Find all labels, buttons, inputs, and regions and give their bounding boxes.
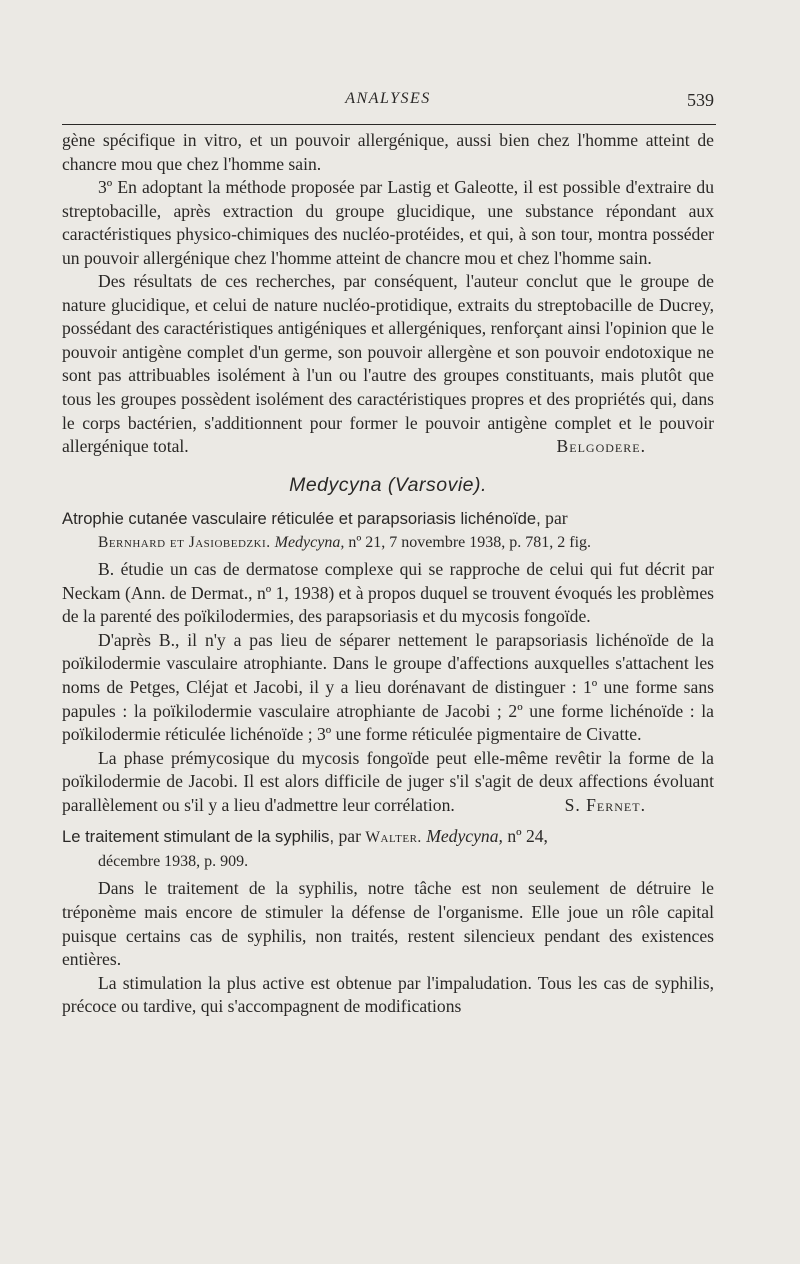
- review3-paragraph-2: La stimulation la plus active est obtenue par l'impaludation. Tous les cas de syphilis, précoce ou tardive, qui s'accompagnent de modifications: [62, 972, 714, 1017]
- page-header: [62, 88, 714, 116]
- review2-heading: [62, 507, 714, 554]
- review3-title: Le traitement stimulant de la syphilis,: [62, 827, 335, 847]
- review1-paragraph-2: 3º En adoptant la méthode proposée par Lastig et Galeotte, il est possible d'extraire du streptobacille, après extraction du groupe glucidique, une substance répondant aux caractéristiques physico-chimiques des nucléo-protéides, et qui, à son tour, montra posséder un pouvoir allergénique chez l'homme atteint de chancre mou et chez l'homme sain.: [62, 177, 714, 268]
- review1-paragraph-3: [62, 270, 714, 458]
- review1-signature: Belgodere.: [556, 436, 646, 457]
- review1-paragraph-3-text: Des résultats de ces recherches, par conséquent, l'auteur conclut que le groupe de nature glucidique, et celui de nature nucléo-protidique, extraits du streptobacille de Ducrey, possédant des caractéristiques antigéniques et allergéniques, renforçant ainsi l'opinion que le pouvoir antigène complet d'un germe, son pouvoir allergène et son pouvoir endotoxique ne sont pas attribuables isolément à l'un ou l'autre des groupes constituants, mais plutôt que tous les groupes possèdent isolément des caractéristiques propres et des propriétés qui, dans le corps bactérien, s'additionnent pour former le pouvoir antigène complet et le pouvoir allergénique total.: [62, 271, 714, 457]
- review3-by: par: [338, 826, 361, 847]
- header-rule: [62, 124, 716, 125]
- review2-byline: [62, 531, 714, 555]
- review1-paragraph-1: gène spécifique in vitro, et un pouvoir allergénique, aussi bien chez l'homme atteint de chancre mou que chez l'homme sain.: [62, 130, 714, 174]
- review3-journal: Medycyna,: [426, 826, 503, 847]
- review3-paragraph-1: Dans le traitement de la syphilis, notre tâche est non seulement de détruire le tréponème mais encore de stimuler la défense de l'organisme. Elle joue un rôle capital puisque certains cas de syphilis, non traités, restent silencieux pendant des existences entières.: [62, 878, 714, 970]
- page-content: [62, 129, 714, 1019]
- review3-citation-b: décembre 1938, p. 909.: [98, 852, 249, 870]
- review2-signature: S. Fernet.: [564, 794, 646, 815]
- journal-section-title: Medycyna (Varsovie).: [289, 473, 487, 496]
- review2-citation: nº 21, 7 novembre 1938, p. 781, 2 fig.: [348, 533, 592, 551]
- review2-authors: Bernhard et Jasiobedzki.: [98, 533, 271, 551]
- review2-paragraph-1: B. étudie un cas de dermatose complexe qui se rapproche de celui qui fut décrit par Neckam (Ann. de Dermat., nº 1, 1938) et à propos duquel se trouvent évoqués les problèmes de la parenté des poïkilodermies, des parapsoriasis et du mycosis fongoïde.: [62, 559, 714, 627]
- review2-title: Atrophie cutanée vasculaire réticulée et parapsoriasis lichénoïde,: [62, 509, 541, 529]
- review2-paragraph-2: D'après B., il n'y a pas lieu de séparer nettement le parapsoriasis lichénoïde de la poïkilodermie vasculaire atrophiante. Dans le groupe d'affections auxquelles s'attachent les noms de Petges, Cléjat et Jacobi, il y a lieu dorénavant de distinguer : 1º une forme sans papules : la poïkilodermie vasculaire atrophiante de Jacobi ; 2º une forme lichénoïde : la poïkilodermie réticulée lichénoïde ; 3º une forme réticulée pigmentaire de Civatte.: [62, 629, 714, 745]
- review2-journal: Medycyna,: [274, 533, 345, 551]
- review3-heading: [62, 825, 714, 873]
- review2-by: par: [545, 508, 568, 529]
- page-number: 539: [687, 90, 714, 110]
- review3-citation-a: nº 24,: [507, 826, 548, 847]
- review2-paragraph-3: [62, 747, 714, 818]
- running-title: ANALYSES: [345, 90, 431, 107]
- review2-paragraph-3-text: La phase prémycosique du mycosis fongoïde peut elle-même revêtir la forme de la poïkilodermie de Jacobi. Il est alors difficile de juger s'il s'agit de deux affections évoluant parallèlement ou s'il y a lieu d'admettre leur corrélation.: [62, 747, 714, 815]
- spacer: [62, 817, 714, 825]
- review3-authors: Walter.: [365, 829, 422, 847]
